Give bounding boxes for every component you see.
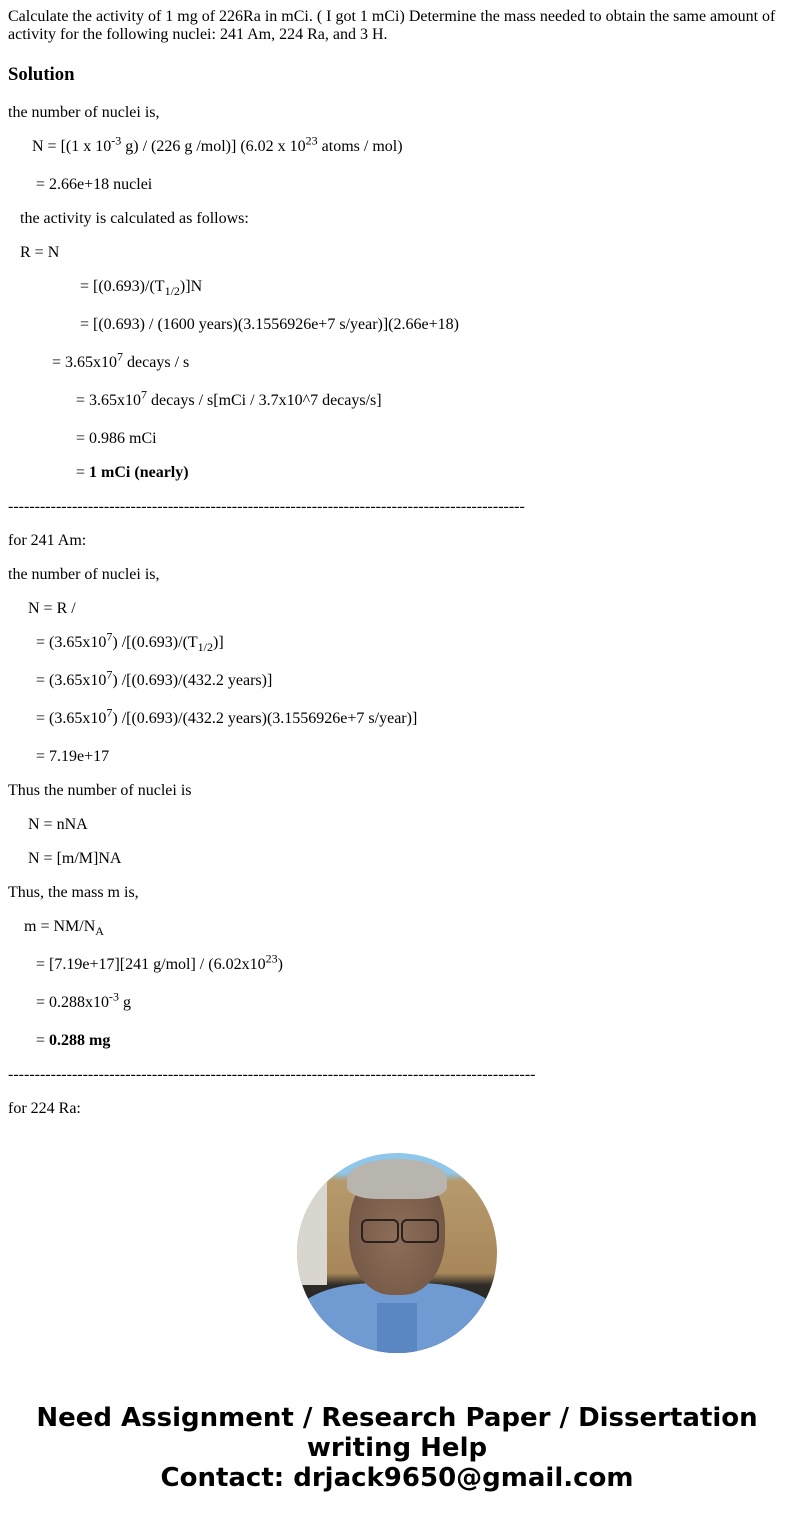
- am-thus-mass: Thus, the mass m is,: [8, 884, 139, 901]
- promo-banner: [0, 1403, 794, 1493]
- section-heading-ra224: for 224 Ra:: [8, 1100, 81, 1117]
- am-m-grams: = $0.288x10^{-3}$ g: [8, 989, 132, 1011]
- am-n-nna: N = nNA: [8, 816, 88, 833]
- promo-contact: Contact: drjack9650@gmail.com: [160, 1463, 634, 1493]
- nuclei-result: = 2.66e+18 nuclei: [8, 176, 153, 193]
- nuclei-intro: the number of nuclei is,: [8, 104, 160, 121]
- am-n-mm: N = [m/M]NA: [8, 850, 122, 867]
- am-m-final-value: 0.288 mg: [49, 1032, 111, 1049]
- am-m-final: = 0.288 mg: [8, 1032, 111, 1049]
- solution-heading: Solution: [8, 64, 75, 85]
- promo-line-1: Need Assignment / Research Paper / Dissertation: [36, 1403, 758, 1433]
- activity-formula: = $[(0.693)/(T_{1/2})]N$: [8, 278, 203, 299]
- activity-final-value: 1 mCi (nearly): [89, 464, 189, 481]
- activity-final: = 1 mCi (nearly): [8, 464, 189, 481]
- activity-equation: R = N: [8, 244, 60, 261]
- activity-conversion: = $3.65x10^7$ decays / s[mCi / 3.7x10^7 decays/s]: [8, 387, 382, 409]
- section-heading-am241: for 241 Am:: [8, 532, 87, 549]
- activity-intro: the activity is calculated as follows:: [8, 210, 249, 227]
- activity-substitution: = [(0.693) / (1600 years)(3.1556926e+7 s/year)](2.66e+18): [8, 316, 459, 333]
- am-thus-nuclei: Thus the number of nuclei is: [8, 782, 192, 799]
- separator-line: ---------------------------------------------------------------------------------------------------: [8, 1066, 536, 1083]
- am-n-equation: N = R /: [8, 600, 76, 617]
- am-nuclei-intro: the number of nuclei is,: [8, 566, 160, 583]
- activity-mci: = 0.986 mCi: [8, 430, 157, 447]
- glasses-icon: [361, 1219, 399, 1243]
- am-step2: = $(3.65x10^7)$ /[(0.693)/(432.2 years)]: [8, 667, 273, 689]
- nuclei-equation: N = [(1 x $10^{-3}$ g) / (226 g /mol)] (6.02 x $10^{23}$ atoms / mol): [8, 133, 403, 155]
- activity-value: = $3.65x10^7$ decays / s: [8, 349, 190, 371]
- am-n-value: = 7.19e+17: [8, 748, 110, 765]
- am-step1: = $(3.65x10^7)$ $/[(0.693)/(T_{1/2})]$: [8, 629, 224, 655]
- promo-line-2: writing Help: [306, 1433, 488, 1463]
- avatar: [297, 1153, 497, 1353]
- separator-line: -------------------------------------------------------------------------------------------------: [8, 498, 525, 515]
- am-m-substitution: = [7.19e+17][241 $g/mol] / (6.02x10^{23})$: [8, 951, 283, 973]
- am-m-equation: $m = NM/N_A$: [8, 918, 104, 939]
- question-text: Calculate the activity of 1 mg of 226Ra in mCi. ( I got 1 mCi) Determine the mass needed to obtain the same amount of activity for the following nuclei: 241 Am, 224 Ra, and 3 H.: [8, 8, 776, 43]
- am-step3: = $(3.65x10^7)$ /[(0.693)/(432.2 years)(3.1556926e+7 s/year)]: [8, 705, 418, 727]
